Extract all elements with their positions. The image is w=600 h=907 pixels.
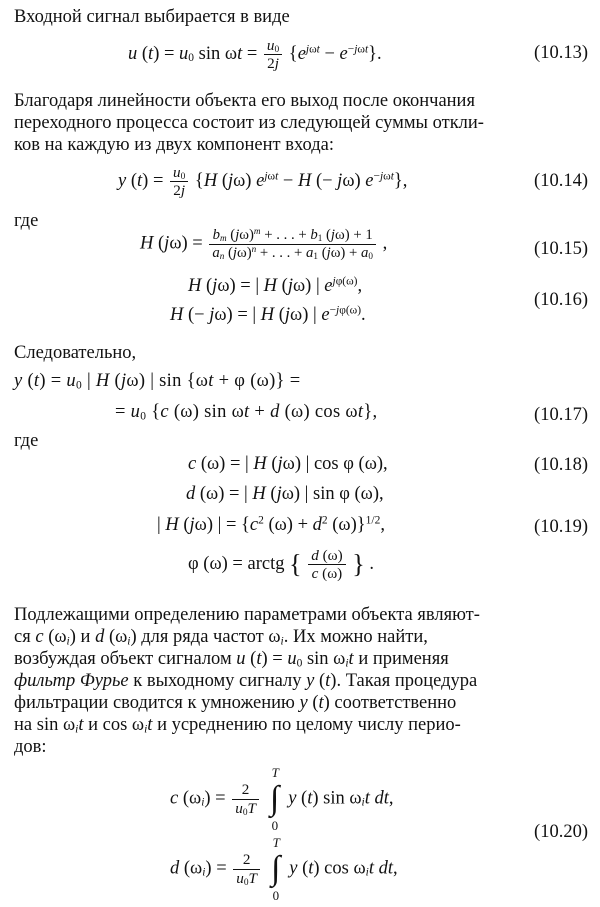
equation-10-16b: H (− jω) = | H (jω) | $e^{-j\varphi(\omega)}$. xyxy=(170,304,366,325)
text-line: Следовательно, xyxy=(14,343,137,363)
text-line: ся c $(\omega_i)$ и d $(\omega_i)$ для ряда частот $\omega_i$. Их можно найти, xyxy=(14,627,428,648)
equation-10-13: u $(t) = u_0$ sin ωt = $\frac{u_0}{2j}$ $\{e^{j\omega t} - e^{-j\omega t}\}$. xyxy=(128,37,382,73)
equation-10-14: y (t) = $\frac{u_0}{2j}$ {H (jω) $e^{j\omega t} - H$ (− jω) $e^{-j\omega t}$}, xyxy=(118,164,408,200)
text-line: переходного процесса состоит из следующей суммы откли- xyxy=(14,113,484,133)
equation-number: (10.16) xyxy=(534,290,588,310)
equation-10-19a: | H (jω) | = {$c^2$ $(\omega) + d^2$ (ω)}$^{1/2}$, xyxy=(157,514,385,535)
text-line: Подлежащими определению параметрами объекта являют- xyxy=(14,605,480,625)
text-line: на $\sin \omega_it$ и $\cos \omega_it$ и усреднению по целому числу перио- xyxy=(14,715,461,736)
equation-10-19b: φ (ω) = arctg { $\frac{d (\omega)}{c (\omega)}$ } . xyxy=(188,547,374,583)
equation-10-20a: c $(\omega_i)$ = $\frac{2}{u_0T}$ T ∫ 0 y (t) $\sin \omega_it$ dt, xyxy=(170,765,394,833)
equation-number: (10.15) xyxy=(534,239,588,259)
text-line: ков на каждую из двух компонент входа: xyxy=(14,135,334,155)
equation-number: (10.18) xyxy=(534,455,588,475)
equation-10-16a: H (jω) = | H (jω) | $e^{j\varphi(\omega)}$, xyxy=(188,275,363,296)
text-line: возбуждая объект сигналом u $(t) = u_0$ $\sin \omega_it$ и применяя xyxy=(14,649,449,670)
text-line: фильтрации сводится к умножению y (t) соответственно xyxy=(14,693,457,713)
equation-number: (10.19) xyxy=(534,517,588,537)
equation-number: (10.14) xyxy=(534,171,588,191)
text-line: Благодаря линейности объекта его выход после окончания xyxy=(14,91,475,111)
equation-10-18b: d (ω) = | H (jω) | sin φ (ω), xyxy=(186,484,384,504)
equation-10-15: H (jω) = $\frac{b_m (j\omega)^m + . . . + b_1 (j\omega) + 1}{a_n (j\omega)^n + . . . + a_1 (j\omega) + a_0}$ , xyxy=(140,225,388,261)
equation-number: (10.17) xyxy=(534,405,588,425)
equation-10-18a: c (ω) = | H (jω) | cos φ (ω), xyxy=(188,454,388,474)
text-line: фильтр Фурье к выходному сигналу y (t). Такая процедура xyxy=(14,671,478,691)
equation-number: (10.13) xyxy=(534,43,588,63)
text-line: Входной сигнал выбирается в виде xyxy=(14,7,290,27)
equation-10-20b: d $(\omega_i)$ = $\frac{2}{u_0T}$ T ∫ 0 y (t) $\cos \omega_it$ dt, xyxy=(170,835,398,903)
text-line: где xyxy=(14,431,39,451)
equation-number: (10.20) xyxy=(534,822,588,842)
equation-10-17b: = $u_0$ {c (ω) sin ωt + d (ω) cos ωt}, xyxy=(115,402,378,423)
text-line: дов: xyxy=(14,737,47,757)
equation-10-17a: y $(t) = u_0$ | H (jω) | sin {ωt + φ (ω)} = xyxy=(14,371,301,392)
text-line: где xyxy=(14,211,39,231)
